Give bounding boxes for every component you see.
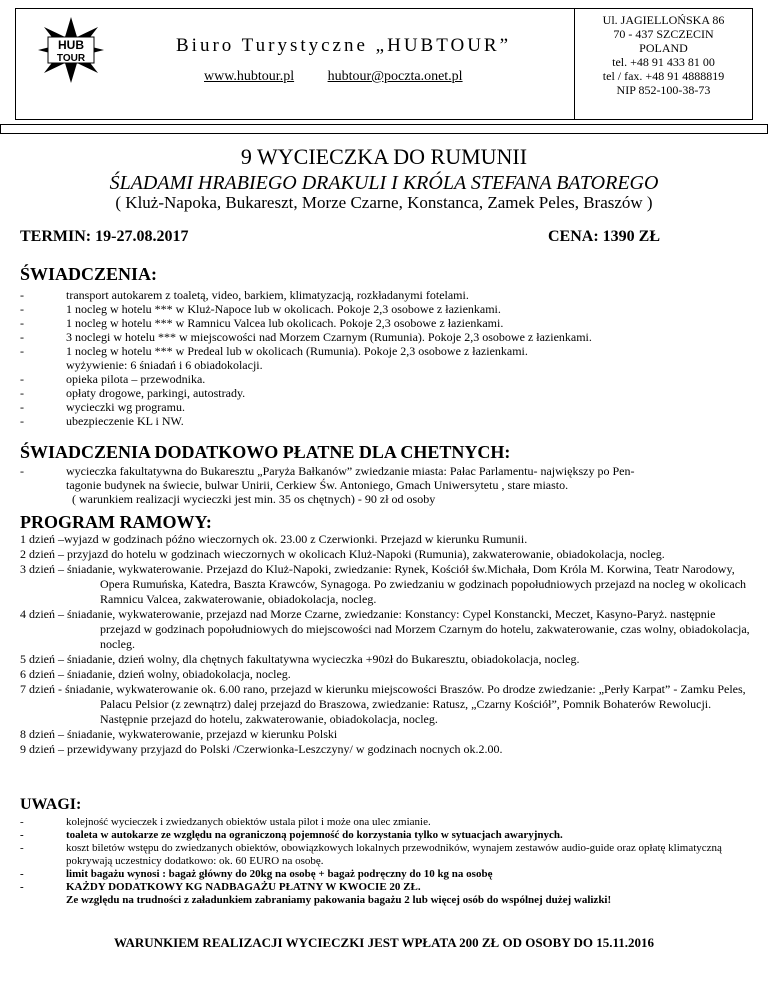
list-item-continued: tagonie budynek na świecie, bulwar Unirii, Cerkiew Św. Antoniego, Gmach Uniwersytetu , stare miasto. [66,478,569,492]
agency-name: Biuro Turystyczne „HUBTOUR” [176,35,512,56]
list-item: - 1 nocleg w hotelu *** w Kluż-Napoce lub w okolicach. Pokoje 2,3 osobowe z łazienkami. [20,302,501,316]
notes-heading: UWAGI: [20,796,82,813]
divider-bar [0,124,768,134]
program-day: 4 dzień – śniadanie, wykwaterowanie, przejazd nad Morze Czarne, zwiedzanie: Konstancy: Cypel Konstancki, Meczet, Kasyno-Paryż. następnie przejazd w godzinach popołudniowych do miejscowości nad Morzem Czarnym do hotelu, zakwaterowanie, czas wolny, obiadokolacja, nocleg. [20,607,750,651]
program-day: 1 dzień –wyjazd w godzinach późno wieczornych ok. 23.00 z Czerwionki. Przejazd w kierunku Rumunii. [20,532,528,546]
notes-warning: Ze względu na trudności z załadunkiem zabraniamy pakowania bagażu 2 lub więcej osób do wspólnej dużej walizki! [66,894,612,906]
program-day: 3 dzień – śniadanie, wykwaterowanie. Przejazd do Kluż-Napoki, zwiedzanie: Rynek, Kościół św.Michała, Dom Króla M. Korwina, Teatr Narodowy, Opera Rumuńska, Katedra, Baszta Krawców, Synagoga. Po zwiedzaniu w godzinach popołudniowych przejazd na nocleg w okolicach Ramnicu Valcea, zakwaterowanie, obiadokolacja, nocleg. [20,562,747,606]
list-item-text: koszt biletów wstępu do zwiedzanych obiektów, obowiązkowych lokalnych przewodników, wynajem zestawów audio-guide oraz opłatę klimatyczną pokrywają uczestnicy dodatkowo: ok. 60 EURO na osobę. [66,842,722,867]
list-item: - limit bagażu wynosi : bagaż główny do 20kg na osobę + bagaż podręczny do 10 kg na osobę [20,868,493,880]
list-item-text: wycieczka fakultatywna do Bukaresztu „Paryża Bałkanów” zwiedzanie miasta: Pałac Parlamentu- największy po Pen- [66,464,635,478]
list-item: - transport autokarem z toaletą, video, barkiem, klimatyzacją, rozkładanymi fotelami. [20,288,469,302]
list-item: - kolejność wycieczek i zwiedzanych obiektów ustala pilot i może ona ulec zmianie. [20,816,431,828]
list-item-text: limit bagażu wynosi : bagaż główny do 20kg na osobę + bagaż podręczny do 10 kg na osobę [66,868,493,880]
list-item-text: KAŻDY DODATKOWY KG NADBAGAŻU PŁATNY W KWOCIE 20 ZŁ. [66,881,421,893]
list-item: - 1 nocleg w hotelu *** w Predeal lub w okolicach (Rumunia). Pokoje 2,3 osobowe z łazienkami. [20,344,528,358]
list-item-text: wycieczki wg programu. [66,400,185,414]
program-day: 8 dzień – śniadanie, wykwaterowanie, przejazd w kierunku Polski [20,727,338,741]
address-line: Ul. JAGIELLOŃSKA 86 [602,13,725,27]
address-line: NIP 852-100-38-73 [616,83,711,97]
hubtour-logo [36,15,106,85]
list-item: - opłaty drogowe, parkingi, autostrady. [20,386,246,400]
payment-condition: WARUNKIEM REALIZACJI WYCIECZKI JEST WPŁATA 200 ZŁ OD OSOBY DO 15.11.2016 [113,935,655,950]
trip-subtitle: ŚLADAMI HRABIEGO DRAKULI I KRÓLA STEFANA BATOREGO [109,172,659,194]
website-link[interactable]: www.hubtour.pl [204,69,295,84]
address-block [574,9,752,119]
list-item: - wycieczka fakultatywna do Bukaresztu „Paryża Bałkanów” zwiedzanie miasta: Pałac Parlamentu- największy po Pen- [20,464,635,478]
list-item-text: ubezpieczenie KL i NW. [66,414,184,428]
trip-price: CENA: 1390 ZŁ [548,228,661,245]
list-item-text: wyżywienie: 6 śniadań i 6 obiadokolacji. [66,358,263,372]
list-item-text: 3 noclegi w hotelu *** w miejscowości nad Morzem Czarnym (Rumunia). Pokoje 2,3 osobowe z łazienkami. [66,330,592,344]
program-day: 9 dzień – przewidywany przyjazd do Polski /Czerwionka-Leszczyny/ w godzinach nocnych ok.2.00. [20,742,503,756]
address-line: POLAND [639,41,688,55]
program-day: 7 dzień - śniadanie, wykwaterowanie ok. 6.00 rano, przejazd w kierunku miejscowości Braszów. Po drodze zwiedzanie: „Perły Karpat” - Zamku Peles, Palacu Pelsior (z zewnątrz) dalej przejazd do Braszowa, zwiedzanie: Ratusz, „Czarny Kościół”, Pomnik Bohaterów Rewolucji. Następnie przejazd do hotelu, zakwaterowanie, obiadokolacja, nocleg. [20,682,746,726]
list-item-text: transport autokarem z toaletą, video, barkiem, klimatyzacją, rozkładanymi fotelami. [66,288,469,302]
list-item-text: 1 nocleg w hotelu *** w Kluż-Napoce lub w okolicach. Pokoje 2,3 osobowe z łazienkami. [66,302,501,316]
list-item: - wycieczki wg programu. [20,400,185,414]
letterhead [15,8,753,120]
address-line: 70 - 437 SZCZECIN [613,27,714,41]
list-item: - opieka pilota – przewodnika. [20,372,206,386]
list-item [20,358,740,372]
list-item: - KAŻDY DODATKOWY KG NADBAGAŻU PŁATNY W KWOCIE 20 ZŁ. [20,881,421,893]
program-heading: PROGRAM RAMOWY: [20,512,212,532]
notes-list [20,816,740,907]
list-item-text: 1 nocleg w hotelu *** w Predeal lub w okolicach (Rumunia). Pokoje 2,3 osobowe z łazienkami. [66,344,528,358]
list-item: - 3 noclegi w hotelu *** w miejscowości nad Morzem Czarnym (Rumunia). Pokoje 2,3 osobowe z łazienkami. [20,330,592,344]
list-item-text: toaleta w autokarze ze względu na ograniczoną pojemność do korzystania tylko w sytuacjach awaryjnych. [66,829,563,841]
list-item: - koszt biletów wstępu do zwiedzanych obiektów, obowiązkowych lokalnych przewodników, wynajem zestawów audio-guide oraz opłatę klimatyczną pokrywają uczestnicy dodatkowo: ok. 60 EURO na osobę. [20,842,722,867]
list-item: - ubezpieczenie KL i NW. [20,414,184,428]
extra-services-heading: ŚWIADCZENIA DODATKOWO PŁATNE DLA CHETNYCH: [20,442,511,462]
trip-dates: TERMIN: 19-27.08.2017 [20,228,189,245]
address-line: tel. +48 91 433 81 00 [612,55,715,69]
svg-text:HUB: HUB [58,38,84,52]
trip-title: 9 WYCIECZKA DO RUMUNII [240,144,528,169]
program-day: 6 dzień – śniadanie, dzień wolny, obiadokolacja, nocleg. [20,667,291,681]
list-item: - 1 nocleg w hotelu *** w Ramnicu Valcea lub okolicach. Pokoje 2,3 osobowe z łazienkami. [20,316,504,330]
trip-route: ( Kluż-Napoka, Bukareszt, Morze Czarne, Konstanca, Zamek Peles, Braszów ) [115,193,653,212]
list-item-text: 1 nocleg w hotelu *** w Ramnicu Valcea lub okolicach. Pokoje 2,3 osobowe z łazienkami. [66,316,504,330]
address-line: tel / fax. +48 91 4888819 [602,69,725,83]
program-list [20,532,750,757]
list-item-condition: ( warunkiem realizacji wycieczki jest min. 35 os chętnych) - 90 zł od osoby [72,492,436,506]
services-list [20,288,740,428]
svg-text:TOUR: TOUR [56,53,86,64]
list-item-text: kolejność wycieczek i zwiedzanych obiektów ustala pilot i może ona ulec zmianie. [66,816,431,828]
contact-links [204,69,493,85]
email-link[interactable]: hubtour@poczta.onet.pl [327,69,463,84]
list-item-text: opłaty drogowe, parkingi, autostrady. [66,386,246,400]
list-item-text: opieka pilota – przewodnika. [66,372,206,386]
program-day: 2 dzień – przyjazd do hotelu w godzinach wieczornych w okolicach Kluż-Napoki (Rumunia), zakwaterowanie, obiadokolacja, nocleg. [20,547,665,561]
list-item: - toaleta w autokarze ze względu na ograniczoną pojemność do korzystania tylko w sytuacjach awaryjnych. [20,829,563,841]
services-heading: ŚWIADCZENIA: [20,264,158,284]
program-day: 5 dzień – śniadanie, dzień wolny, dla chętnych fakultatywna wycieczka +90zł do Bukaresztu, obiadokolacja, nocleg. [20,652,580,666]
extra-services-list [20,464,740,506]
